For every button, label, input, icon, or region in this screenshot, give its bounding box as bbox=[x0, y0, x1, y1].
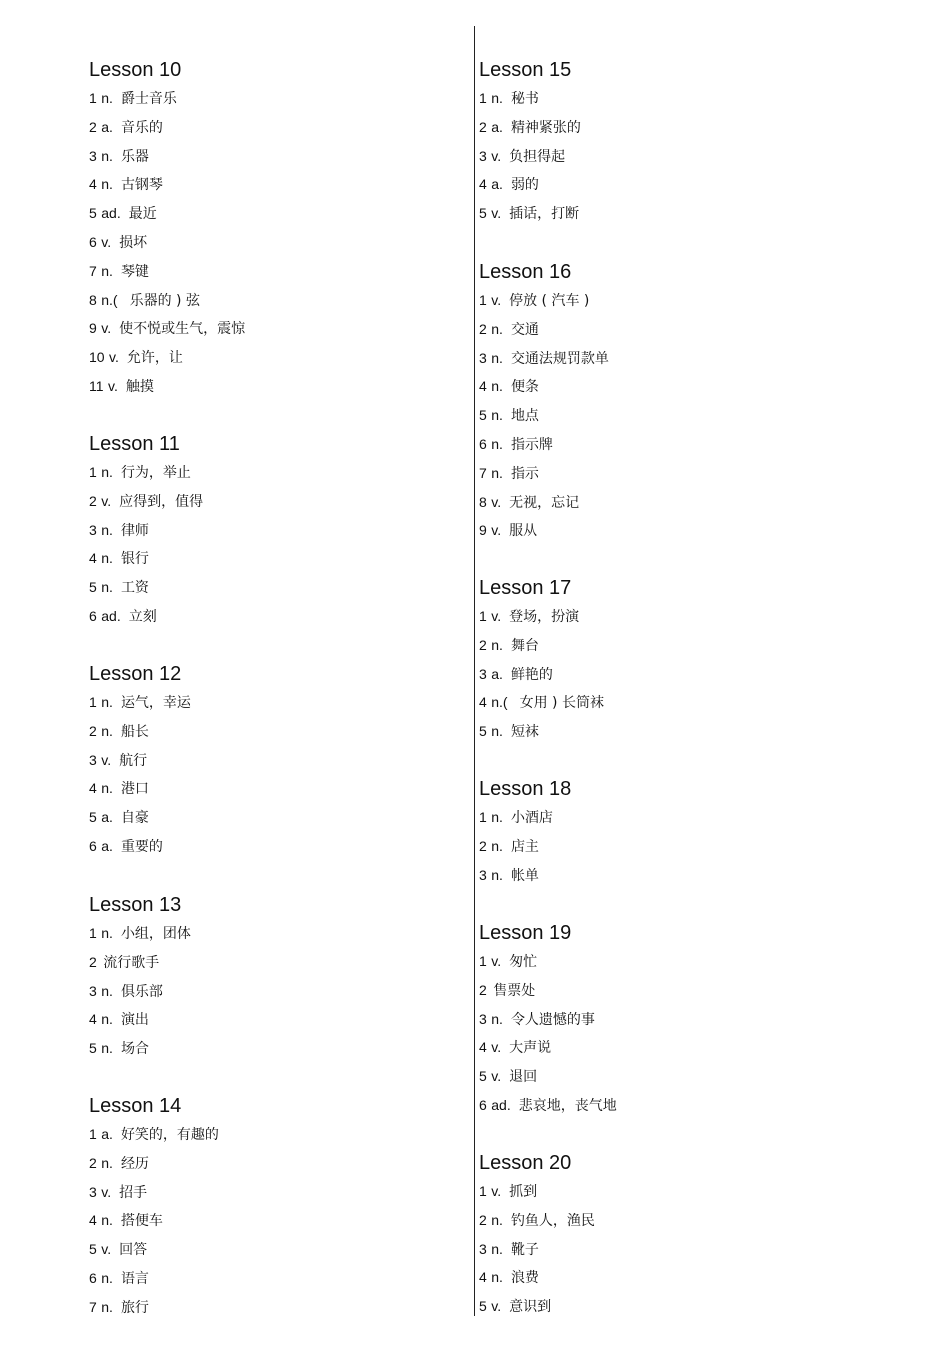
part-of-speech: n. bbox=[101, 1212, 113, 1229]
lesson-title: Lesson 10 bbox=[89, 59, 182, 81]
part-of-speech: v. bbox=[491, 147, 502, 164]
entry-number: 4 bbox=[89, 550, 97, 567]
part-of-speech: a. bbox=[101, 1126, 113, 1142]
lesson-title: Lesson 12 bbox=[89, 663, 182, 685]
part-of-speech: n. bbox=[101, 176, 113, 193]
entry-meaning: 帐单 bbox=[510, 867, 539, 884]
part-of-speech: n. bbox=[101, 694, 113, 710]
entry-number: 6 bbox=[479, 1096, 487, 1113]
entry-meaning: 意识到 bbox=[509, 1299, 552, 1316]
entry-meaning: 鲜艳的 bbox=[510, 666, 553, 683]
entry-meaning: 匆忙 bbox=[509, 954, 538, 970]
vocab-entry bbox=[89, 692, 191, 721]
part-of-speech: n. bbox=[491, 837, 503, 854]
lesson-title: Lesson 18 bbox=[479, 778, 572, 800]
part-of-speech: n. bbox=[101, 550, 113, 567]
vocab-entry bbox=[89, 117, 245, 146]
vocab-entry bbox=[89, 750, 191, 779]
vocab-entry bbox=[479, 807, 571, 836]
vocab-entry bbox=[479, 1037, 617, 1066]
entry-number: 2 bbox=[89, 492, 97, 509]
vocab-entry bbox=[89, 520, 203, 549]
entry-meaning: 流行歌手 bbox=[103, 954, 160, 971]
part-of-speech: n.( bbox=[101, 291, 118, 308]
part-of-speech: n. bbox=[101, 1040, 113, 1057]
part-of-speech: v. bbox=[491, 292, 502, 308]
vocab-entry bbox=[479, 980, 617, 1009]
part-of-speech: n. bbox=[101, 464, 113, 480]
entry-meaning: 损坏 bbox=[119, 234, 148, 251]
vocab-entry bbox=[479, 1009, 617, 1038]
entry-meaning: 行为，举止 bbox=[120, 465, 191, 481]
part-of-speech: v. bbox=[101, 320, 112, 337]
vocab-entry bbox=[479, 635, 604, 664]
part-of-speech: n. bbox=[491, 723, 503, 740]
part-of-speech: n. bbox=[101, 1269, 113, 1286]
vocab-entry bbox=[89, 1297, 219, 1326]
vocab-entry bbox=[89, 318, 245, 347]
entry-number: 2 bbox=[479, 320, 487, 337]
entry-meaning: 弱的 bbox=[510, 177, 539, 194]
vocab-entry bbox=[89, 1009, 191, 1038]
entry-number: 6 bbox=[479, 435, 487, 452]
vocab-entry bbox=[479, 606, 604, 635]
entry-number: 4 bbox=[89, 780, 97, 797]
part-of-speech: n. bbox=[491, 464, 503, 481]
entry-meaning: 场合 bbox=[120, 1041, 149, 1058]
entry-number: 1 bbox=[479, 953, 487, 969]
entry-number: 4 bbox=[479, 1269, 487, 1286]
vocab-entry bbox=[479, 1095, 617, 1124]
lesson-block bbox=[89, 432, 203, 635]
vocab-entry bbox=[89, 778, 191, 807]
part-of-speech: n.( bbox=[491, 694, 508, 711]
part-of-speech: v. bbox=[491, 1068, 502, 1085]
entry-number: 9 bbox=[89, 320, 97, 337]
entry-number: 8 bbox=[479, 493, 487, 510]
vocab-entry bbox=[479, 1239, 595, 1268]
entry-meaning: 港口 bbox=[120, 781, 149, 798]
lesson-block bbox=[479, 777, 571, 893]
entry-meaning: 靴子 bbox=[510, 1241, 539, 1258]
part-of-speech: n. bbox=[491, 90, 503, 106]
entry-number: 1 bbox=[479, 608, 487, 624]
entry-number: 3 bbox=[89, 982, 97, 999]
entry-number: 1 bbox=[89, 90, 97, 106]
vocab-entry bbox=[479, 405, 609, 434]
vocab-entry bbox=[89, 981, 191, 1010]
part-of-speech: ad. bbox=[101, 607, 121, 624]
entry-number: 1 bbox=[479, 1183, 487, 1199]
entry-meaning: 爵士音乐 bbox=[120, 91, 177, 107]
entry-meaning: 工资 bbox=[120, 580, 149, 597]
part-of-speech: n. bbox=[491, 1010, 503, 1027]
entry-meaning: 钓鱼人，渔民 bbox=[510, 1212, 595, 1229]
entry-number: 3 bbox=[89, 751, 97, 768]
entry-number: 1 bbox=[479, 90, 487, 106]
entry-number: 5 bbox=[479, 407, 487, 424]
entry-number: 3 bbox=[479, 147, 487, 164]
entry-meaning: 音乐的 bbox=[120, 119, 163, 136]
part-of-speech: n. bbox=[491, 636, 503, 653]
vocab-entry bbox=[479, 1267, 595, 1296]
entry-meaning: 交通 bbox=[510, 321, 539, 338]
part-of-speech: v. bbox=[108, 377, 118, 394]
entry-meaning: 售票处 bbox=[493, 982, 536, 999]
part-of-speech: n. bbox=[101, 722, 113, 739]
entry-number: 1 bbox=[479, 292, 487, 308]
entry-number: 8 bbox=[89, 291, 97, 308]
entry-number: 2 bbox=[479, 837, 487, 854]
vocab-entry bbox=[479, 319, 609, 348]
part-of-speech: n. bbox=[491, 378, 503, 395]
entry-number: 4 bbox=[479, 378, 487, 395]
entry-meaning: 浪费 bbox=[510, 1270, 539, 1287]
entry-meaning: 指示 bbox=[510, 465, 539, 482]
entry-number: 2 bbox=[89, 953, 97, 970]
entry-number: 3 bbox=[479, 1010, 487, 1027]
entry-meaning: 航行 bbox=[119, 752, 148, 769]
vocab-entry bbox=[479, 1296, 595, 1325]
vocab-entry bbox=[479, 174, 581, 203]
entry-number: 4 bbox=[479, 694, 487, 711]
vocab-entry bbox=[89, 606, 203, 635]
part-of-speech: n. bbox=[491, 1240, 503, 1257]
lesson-title: Lesson 20 bbox=[479, 1152, 572, 1174]
entry-meaning: 回答 bbox=[119, 1242, 148, 1259]
vocab-entry bbox=[89, 548, 203, 577]
part-of-speech: n. bbox=[491, 320, 503, 337]
vocab-entry bbox=[89, 203, 245, 232]
entry-meaning: 舞台 bbox=[510, 637, 539, 654]
vocab-entry bbox=[479, 88, 581, 117]
part-of-speech: n. bbox=[101, 982, 113, 999]
part-of-speech: n. bbox=[491, 1211, 503, 1228]
vocab-entry bbox=[479, 865, 571, 894]
vocab-entry bbox=[89, 1124, 219, 1153]
vocab-entry bbox=[89, 1182, 219, 1211]
entry-meaning: 语言 bbox=[120, 1270, 149, 1287]
entry-meaning: 船长 bbox=[120, 723, 149, 740]
entry-number: 1 bbox=[89, 925, 97, 941]
lesson-block bbox=[89, 893, 191, 1067]
vocab-entry bbox=[479, 1181, 595, 1210]
lesson-block bbox=[479, 921, 617, 1124]
part-of-speech: a. bbox=[491, 118, 503, 135]
entry-meaning: 触摸 bbox=[125, 378, 154, 395]
part-of-speech: v. bbox=[491, 493, 502, 510]
lesson-block bbox=[89, 1094, 219, 1326]
part-of-speech: v. bbox=[101, 233, 112, 250]
entry-number: 6 bbox=[89, 607, 97, 624]
vocab-entry bbox=[89, 261, 245, 290]
part-of-speech: n. bbox=[101, 90, 113, 106]
part-of-speech: a. bbox=[101, 809, 113, 826]
entry-meaning: 指示牌 bbox=[510, 436, 553, 453]
entry-meaning: 退回 bbox=[509, 1069, 538, 1086]
entry-meaning: 服从 bbox=[509, 523, 538, 540]
entry-meaning: 乐器的 ) 弦 bbox=[129, 292, 200, 309]
entry-number: 5 bbox=[89, 809, 97, 826]
vocab-entry bbox=[89, 923, 191, 952]
entry-meaning: 好笑的，有趣的 bbox=[120, 1127, 219, 1143]
entry-number: 3 bbox=[89, 1183, 97, 1200]
part-of-speech: n. bbox=[101, 925, 113, 941]
vocab-entry bbox=[479, 492, 609, 521]
entry-meaning: 便条 bbox=[510, 379, 539, 396]
part-of-speech: v. bbox=[101, 1241, 112, 1258]
entry-meaning: 银行 bbox=[120, 551, 149, 568]
part-of-speech: n. bbox=[101, 780, 113, 797]
lesson-block bbox=[479, 576, 604, 750]
entry-number: 2 bbox=[479, 1211, 487, 1228]
vocab-entry bbox=[89, 952, 191, 981]
entry-meaning: 演出 bbox=[120, 1012, 149, 1029]
entry-number: 3 bbox=[479, 1240, 487, 1257]
entry-number: 3 bbox=[89, 147, 97, 164]
lesson-block bbox=[479, 1151, 595, 1325]
entry-number: 6 bbox=[89, 837, 97, 854]
part-of-speech: a. bbox=[101, 837, 113, 854]
entry-meaning: 律师 bbox=[120, 522, 149, 539]
part-of-speech: ad. bbox=[491, 1096, 511, 1113]
entry-meaning: 无视，忘记 bbox=[509, 494, 580, 511]
entry-meaning: 短袜 bbox=[510, 724, 539, 741]
entry-meaning: 悲哀地，丧气地 bbox=[518, 1097, 617, 1114]
vocab-entry bbox=[89, 491, 203, 520]
part-of-speech: v. bbox=[491, 953, 502, 969]
part-of-speech: n. bbox=[491, 809, 503, 825]
lesson-title: Lesson 11 bbox=[89, 433, 180, 455]
entry-meaning: 抓到 bbox=[509, 1184, 538, 1200]
vocab-entry bbox=[479, 203, 581, 232]
entry-number: 2 bbox=[479, 118, 487, 135]
lesson-title: Lesson 17 bbox=[479, 577, 572, 599]
entry-meaning: 旅行 bbox=[120, 1299, 149, 1316]
vocab-entry bbox=[479, 463, 609, 492]
entry-number: 5 bbox=[89, 579, 97, 596]
entry-meaning: 应得到，值得 bbox=[119, 493, 204, 510]
part-of-speech: n. bbox=[101, 1298, 113, 1315]
entry-number: 3 bbox=[479, 349, 487, 366]
entry-meaning: 琴键 bbox=[120, 263, 149, 280]
part-of-speech: n. bbox=[101, 521, 113, 538]
vocab-entry bbox=[89, 577, 203, 606]
entry-meaning: 自豪 bbox=[120, 810, 149, 827]
vocab-entry bbox=[479, 1210, 595, 1239]
entry-number: 5 bbox=[479, 205, 487, 222]
entry-number: 7 bbox=[89, 1298, 97, 1315]
lesson-block bbox=[89, 662, 191, 865]
entry-number: 2 bbox=[479, 981, 487, 998]
entry-number: 5 bbox=[89, 1040, 97, 1057]
entry-meaning: 立刻 bbox=[128, 608, 157, 625]
entry-number: 7 bbox=[479, 464, 487, 481]
part-of-speech: n. bbox=[101, 147, 113, 164]
vocab-entry bbox=[89, 1268, 219, 1297]
part-of-speech: n. bbox=[491, 866, 503, 883]
part-of-speech: v. bbox=[101, 751, 112, 768]
part-of-speech: n. bbox=[101, 262, 113, 279]
vocab-entry bbox=[479, 664, 604, 693]
entry-number: 1 bbox=[479, 809, 487, 825]
entry-meaning: 精神紧张的 bbox=[510, 119, 581, 136]
vocab-entry bbox=[89, 88, 245, 117]
entry-number: 4 bbox=[479, 176, 487, 193]
entry-meaning: 大声说 bbox=[509, 1040, 552, 1057]
entry-meaning: 允许，让 bbox=[126, 350, 183, 367]
part-of-speech: v. bbox=[491, 1039, 502, 1056]
vocab-entry bbox=[89, 1210, 219, 1239]
entry-number: 5 bbox=[89, 1241, 97, 1258]
lesson-block bbox=[479, 58, 581, 232]
vocab-entry bbox=[479, 117, 581, 146]
column-divider bbox=[474, 26, 475, 1316]
part-of-speech: n. bbox=[491, 1269, 503, 1286]
entry-meaning: 乐器 bbox=[120, 148, 149, 165]
entry-number: 5 bbox=[479, 723, 487, 740]
vocab-entry bbox=[89, 174, 245, 203]
vocab-entry bbox=[89, 290, 245, 319]
part-of-speech: n. bbox=[491, 349, 503, 366]
entry-meaning: 经历 bbox=[120, 1155, 149, 1172]
part-of-speech: n. bbox=[101, 1011, 113, 1028]
vocab-entry bbox=[89, 462, 203, 491]
part-of-speech: n. bbox=[491, 435, 503, 452]
entry-number: 3 bbox=[89, 521, 97, 538]
part-of-speech: v. bbox=[491, 522, 502, 539]
part-of-speech: a. bbox=[491, 176, 503, 193]
entry-meaning: 最近 bbox=[128, 206, 157, 223]
vocab-entry bbox=[89, 232, 245, 261]
entry-number: 5 bbox=[479, 1068, 487, 1085]
vocab-entry bbox=[89, 1038, 191, 1067]
entry-number: 6 bbox=[89, 233, 97, 250]
entry-number: 2 bbox=[479, 636, 487, 653]
lesson-title: Lesson 16 bbox=[479, 261, 572, 283]
entry-meaning: 负担得起 bbox=[509, 148, 566, 165]
entry-meaning: 停放 ( 汽车 ) bbox=[509, 293, 590, 309]
lesson-title: Lesson 19 bbox=[479, 922, 572, 944]
entry-meaning: 地点 bbox=[510, 408, 539, 425]
entry-meaning: 店主 bbox=[510, 838, 539, 855]
entry-number: 2 bbox=[89, 1154, 97, 1171]
vocab-entry bbox=[479, 721, 604, 750]
part-of-speech: ad. bbox=[101, 205, 121, 222]
entry-number: 11 bbox=[89, 377, 104, 394]
entry-number: 4 bbox=[479, 1039, 487, 1056]
vocab-entry bbox=[89, 1153, 219, 1182]
entry-number: 2 bbox=[89, 722, 97, 739]
entry-number: 10 bbox=[89, 349, 105, 366]
vocab-entry bbox=[479, 520, 609, 549]
entry-meaning: 插话，打断 bbox=[509, 206, 580, 223]
part-of-speech: n. bbox=[101, 579, 113, 596]
entry-meaning: 秘书 bbox=[510, 91, 539, 107]
entry-number: 1 bbox=[89, 694, 97, 710]
vocab-entry bbox=[479, 1066, 617, 1095]
part-of-speech: v. bbox=[101, 492, 112, 509]
part-of-speech: v. bbox=[491, 608, 502, 624]
vocab-entry bbox=[479, 348, 609, 377]
vocab-entry bbox=[479, 434, 609, 463]
entry-meaning: 俱乐部 bbox=[120, 983, 163, 1000]
vocab-entry bbox=[89, 721, 191, 750]
part-of-speech: v. bbox=[109, 349, 119, 366]
part-of-speech: v. bbox=[491, 1183, 502, 1199]
part-of-speech: a. bbox=[101, 118, 113, 135]
entry-meaning: 交通法规罚款单 bbox=[510, 350, 609, 367]
lesson-title: Lesson 13 bbox=[89, 894, 182, 916]
part-of-speech: v. bbox=[101, 1183, 112, 1200]
part-of-speech: a. bbox=[491, 665, 503, 682]
vocab-entry bbox=[89, 347, 245, 376]
lesson-title: Lesson 14 bbox=[89, 1095, 182, 1117]
part-of-speech: n. bbox=[101, 1154, 113, 1171]
vocab-entry bbox=[479, 951, 617, 980]
entry-meaning: 小组，团体 bbox=[120, 926, 191, 942]
vocab-entry bbox=[89, 376, 245, 405]
lesson-title: Lesson 15 bbox=[479, 59, 572, 81]
entry-number: 5 bbox=[89, 205, 97, 222]
entry-meaning: 招手 bbox=[119, 1184, 148, 1201]
entry-number: 5 bbox=[479, 1298, 487, 1315]
entry-meaning: 搭便车 bbox=[120, 1213, 163, 1230]
entry-meaning: 古钢琴 bbox=[120, 177, 163, 194]
part-of-speech: v. bbox=[491, 1298, 502, 1315]
entry-number: 9 bbox=[479, 522, 487, 539]
entry-meaning: 女用 ) 长筒袜 bbox=[519, 695, 604, 712]
entry-number: 7 bbox=[89, 262, 97, 279]
vocab-entry bbox=[89, 836, 191, 865]
vocab-entry bbox=[479, 376, 609, 405]
entry-number: 2 bbox=[89, 118, 97, 135]
entry-meaning: 使不悦或生气，震惊 bbox=[119, 321, 246, 338]
entry-number: 3 bbox=[479, 665, 487, 682]
entry-number: 4 bbox=[89, 1212, 97, 1229]
entry-meaning: 令人遗憾的事 bbox=[510, 1011, 595, 1028]
entry-number: 4 bbox=[89, 176, 97, 193]
vocab-entry bbox=[89, 1239, 219, 1268]
entry-number: 1 bbox=[89, 464, 97, 480]
vocab-entry bbox=[479, 692, 604, 721]
vocab-entry bbox=[479, 146, 581, 175]
entry-number: 3 bbox=[479, 866, 487, 883]
part-of-speech: v. bbox=[491, 205, 502, 222]
lesson-block bbox=[89, 58, 245, 405]
entry-number: 6 bbox=[89, 1269, 97, 1286]
entry-meaning: 登场，扮演 bbox=[509, 609, 580, 625]
vocab-entry bbox=[479, 290, 609, 319]
lesson-block bbox=[479, 260, 609, 549]
vocab-entry bbox=[89, 146, 245, 175]
entry-meaning: 运气，幸运 bbox=[120, 695, 191, 711]
entry-number: 1 bbox=[89, 1126, 97, 1142]
entry-meaning: 小酒店 bbox=[510, 810, 553, 826]
vocab-entry bbox=[89, 807, 191, 836]
entry-number: 4 bbox=[89, 1011, 97, 1028]
vocab-entry bbox=[479, 836, 571, 865]
entry-meaning: 重要的 bbox=[120, 838, 163, 855]
part-of-speech: n. bbox=[491, 407, 503, 424]
